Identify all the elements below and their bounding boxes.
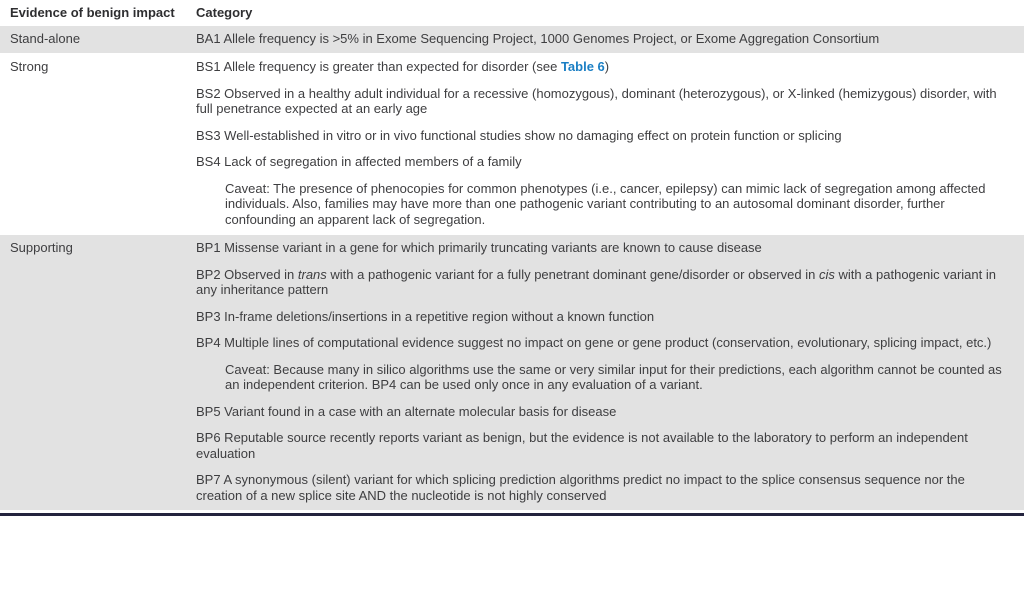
table-bottom-rule xyxy=(0,513,1024,516)
row-text: BS2 Observed in a healthy adult individual for a recessive (homozygous), dominant (heterozygous), or X-linked (hemizygous) disorder, with full penetrance expected at an early age xyxy=(196,85,997,116)
row-text: ) xyxy=(604,59,610,74)
section-rows xyxy=(196,54,1024,234)
section-label-stand-alone: Stand-alone xyxy=(10,30,81,46)
table-body xyxy=(0,25,1024,512)
row-text: BS3 Well-established in vitro or in vivo functional studies show no damaging effect on protein function or splicing xyxy=(196,127,842,143)
table-6-link[interactable]: Table 6 xyxy=(560,59,605,74)
row-text: BS1 Allele frequency is greater than expected for disorder (see xyxy=(196,59,561,74)
section-label-supporting: Supporting xyxy=(10,240,73,255)
caveat-row xyxy=(196,357,1014,399)
row-text: BP6 Reputable source recently reports variant as benign, but the evidence is not available to the laboratory to perform an independent evaluation xyxy=(196,430,968,461)
table-row xyxy=(196,467,1014,509)
row-text: BA1 Allele frequency is >5% in Exome Sequencing Project, 1000 Genomes Project, or Exome Aggregation Consortium xyxy=(196,30,880,46)
table-row xyxy=(196,235,1014,262)
row-text: with a pathogenic variant in any inheritance pattern xyxy=(196,266,996,297)
table-row xyxy=(196,26,1014,53)
table-row xyxy=(196,399,1014,426)
section-stand-alone xyxy=(0,25,1024,55)
row-text: BP7 A synonymous (silent) variant for which splicing prediction algorithms predict no impact to the splice consensus sequence nor the creation of a new splice site AND the nucleotide is not highly conserved xyxy=(196,472,965,503)
row-text: BS4 Lack of segregation in affected members of a family xyxy=(196,154,522,169)
table-row xyxy=(196,262,1014,304)
table-row xyxy=(196,54,1014,81)
header-category: Category xyxy=(196,5,253,20)
section-supporting xyxy=(0,234,1024,511)
table-row xyxy=(196,330,1014,357)
caveat-row xyxy=(196,176,1014,234)
table-header-row xyxy=(0,0,1024,25)
row-text: Caveat: The presence of phenocopies for common phenotypes (i.e., cancer, epilepsy) can mimic lack of segregation among affected individuals. Also, families may have more than one pathogenic variant contributing to an autosomal dominant disorder, further confounding an apparent lack of segregation. xyxy=(225,180,986,227)
section-rows xyxy=(196,235,1024,510)
row-text: BP5 Variant found in a case with an alternate molecular basis for disease xyxy=(196,403,617,419)
table-row xyxy=(196,304,1014,331)
table-row xyxy=(196,81,1014,123)
row-text: BP2 Observed in xyxy=(196,266,298,282)
table-row xyxy=(196,425,1014,467)
row-text: BP1 Missense variant in a gene for which primarily truncating variants are known to cause disease xyxy=(196,240,762,255)
table-row xyxy=(196,123,1014,150)
row-text: BP3 In-frame deletions/insertions in a repetitive region without a known function xyxy=(196,308,655,324)
row-text: trans xyxy=(297,266,327,282)
section-rows xyxy=(196,26,1024,54)
section-label-strong: Strong xyxy=(10,59,49,74)
row-text: BP4 Multiple lines of computational evidence suggest no impact on gene or gene product (conservation, evolutionary, splicing impact, etc.) xyxy=(196,335,992,350)
header-evidence-of-benign-impact: Evidence of benign impact xyxy=(10,5,175,20)
row-text: cis xyxy=(818,266,835,282)
table-row xyxy=(196,149,1014,176)
section-strong xyxy=(0,54,1024,234)
row-text: Caveat: Because many in silico algorithms use the same or very similar input for their predictions, each algorithm cannot be counted as an independent criterion. BP4 can be used only once in any evaluation of a variant. xyxy=(225,361,1002,392)
row-text: with a pathogenic variant for a fully penetrant dominant gene/disorder or observed in xyxy=(326,266,819,282)
